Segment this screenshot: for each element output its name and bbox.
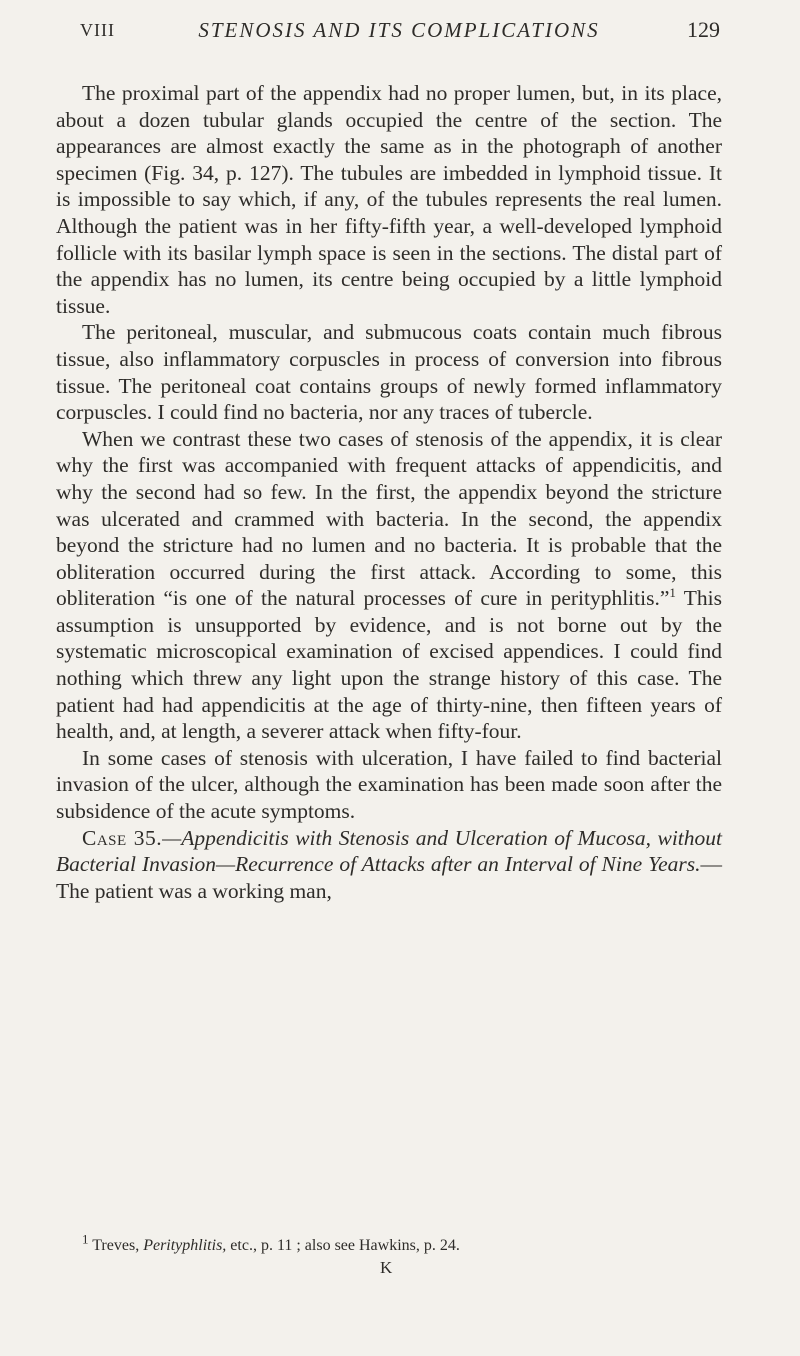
paragraph-coats: The peritoneal, muscular, and submucous coats contain much fibrous tissue, also inflammatory corpuscles in process of conversion into fibrous tissue. The peritoneal coat contains groups of newly formed inflammatory corpuscles. I could find no bacteria, nor any traces of tubercle. [56, 320, 722, 425]
footnote [56, 1231, 722, 1256]
body-text [56, 80, 722, 904]
footnote-rest: etc., p. 11 ; also see Hawkins, p. 24. [230, 1237, 460, 1254]
page-number: 129 [687, 17, 720, 42]
chapter-numeral: VIII [80, 20, 115, 40]
case-text: —The patient was a working man, [56, 852, 722, 903]
paragraph-contrast [56, 426, 722, 745]
running-title: STENOSIS AND ITS COMPLICATIONS [198, 18, 600, 42]
case-label: Case 35. [82, 825, 163, 850]
footnote-reference: 1 [669, 585, 676, 601]
running-head [78, 16, 720, 44]
signature-mark: K [380, 1258, 393, 1277]
paragraph-ulceration: In some cases of stenosis with ulceration, I have failed to find bacterial invasion of the ulcer, although the examination has been made soon after the subsidence of the acute symptoms. [56, 745, 722, 824]
footnote-marker: 1 [82, 1231, 89, 1247]
case-title: —Appendicitis with Stenosis and Ulceration of Mucosa, without Bacterial Invasion—Recurrence of Attacks after an Interval of Nine Years. [56, 825, 722, 877]
paragraph-contrast-before: When we contrast these two cases of stenosis of the appendix, it is clear why the first was accompanied with frequent attacks of appendicitis, and why the second had so few. In the first, the appendix beyond the stricture was ulcerated and crammed with bacteria. In the second, the appendix beyond the stricture had no lumen and no bacteria. It is probable that the obliteration occurred during the first attack. According to some, this obliteration “is one of the natural processes of cure in perityphlitis.” [56, 426, 722, 611]
footnote-journal: Perityphlitis, [143, 1237, 227, 1254]
paragraph-proximal-part: The proximal part of the appendix had no proper lumen, but, in its place, about a dozen tubular glands occupied the centre of the section. The appearances are almost exactly the same as in the photograph of another specimen (Fig. 34, p. 127). The tubules are imbedded in lymphoid tissue. It is impossible to say which, if any, of the tubules represents the real lumen. Although the patient was in her fifty-fifth year, a well-developed lymphoid follicle with its basilar lymph space is seen in the sections. The distal part of the appendix has no lumen, its centre being occupied by a little lymphoid tissue. [56, 81, 722, 318]
paragraph-contrast-after: This assumption is unsupported by evidence, and is not borne out by the systematic microscopical examination of excised appendices. I could find nothing which threw any light upon the strange history of this case. The patient had had appendicitis at the age of thirty-nine, then fifteen years of health, and, at length, a severer attack when fifty-four. [56, 586, 723, 744]
footnote-author: Treves, [92, 1237, 140, 1254]
case-heading-paragraph [56, 825, 722, 905]
